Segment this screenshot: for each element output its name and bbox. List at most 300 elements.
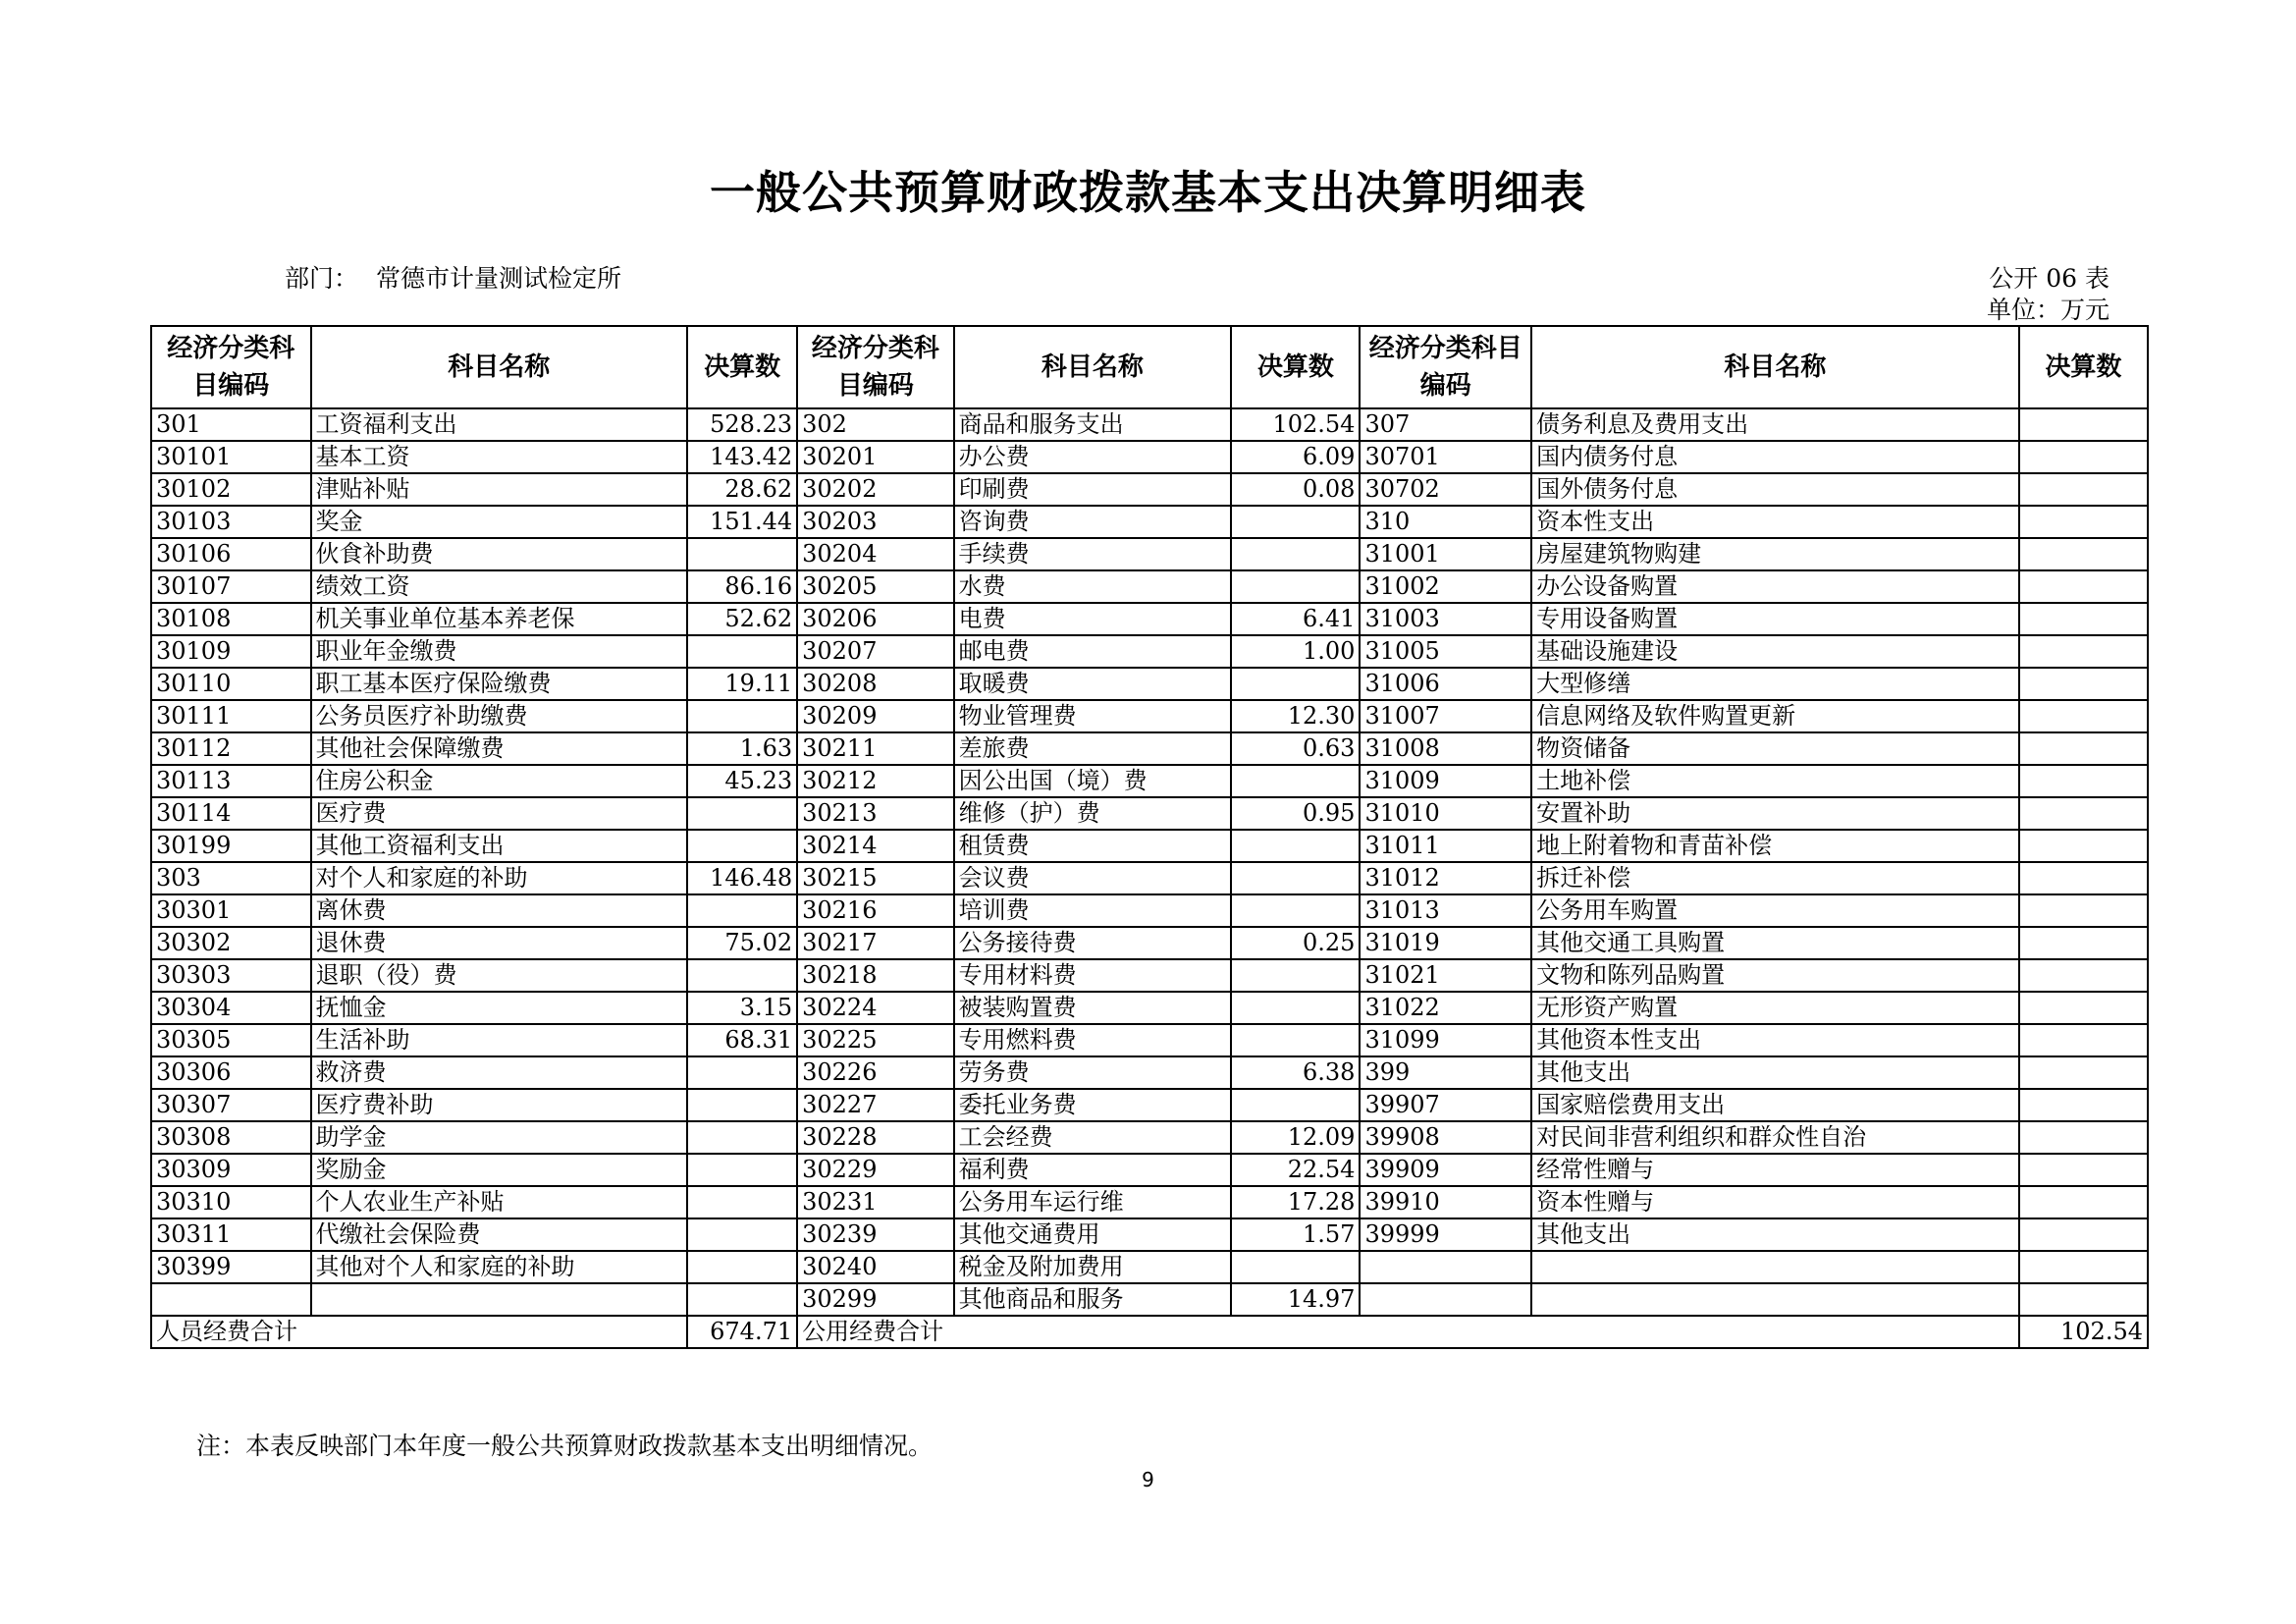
cell-code: 31006 bbox=[1360, 668, 1531, 700]
cell-name: 专用设备购置 bbox=[1531, 603, 2019, 635]
table-row bbox=[151, 959, 2148, 992]
table-row bbox=[151, 765, 2148, 797]
cell-name: 对个人和家庭的补助 bbox=[311, 862, 688, 894]
cell-code: 30209 bbox=[797, 700, 953, 732]
cell-code: 30309 bbox=[151, 1154, 311, 1186]
cell-code: 31009 bbox=[1360, 765, 1531, 797]
cell-code: 30206 bbox=[797, 603, 953, 635]
cell-amount bbox=[687, 538, 797, 570]
cell-name: 工会经费 bbox=[954, 1121, 1232, 1154]
cell-name: 会议费 bbox=[954, 862, 1232, 894]
cell-code: 30112 bbox=[151, 732, 311, 765]
table-row bbox=[151, 1283, 2148, 1316]
cell-amount: 6.38 bbox=[1231, 1056, 1360, 1089]
header-name-1: 科目名称 bbox=[311, 326, 688, 408]
cell-code: 301 bbox=[151, 408, 311, 441]
department-line bbox=[285, 259, 621, 295]
cell-name: 信息网络及软件购置更新 bbox=[1531, 700, 2019, 732]
cell-code bbox=[1360, 1251, 1531, 1283]
cell-name: 基本工资 bbox=[311, 441, 688, 473]
cell-amount bbox=[1231, 538, 1360, 570]
cell-amount: 0.63 bbox=[1231, 732, 1360, 765]
cell-code: 30307 bbox=[151, 1089, 311, 1121]
footnote: 注：本表反映部门本年度一般公共预算财政拨款基本支出明细情况。 bbox=[196, 1432, 934, 1460]
cell-name: 资本性支出 bbox=[1531, 506, 2019, 538]
cell-amount: 28.62 bbox=[687, 473, 797, 506]
table-row bbox=[151, 1251, 2148, 1283]
cell-name bbox=[311, 1283, 688, 1316]
cell-name: 公务接待费 bbox=[954, 927, 1232, 959]
cell-code: 30302 bbox=[151, 927, 311, 959]
cell-amount bbox=[687, 894, 797, 927]
cell-code: 31010 bbox=[1360, 797, 1531, 830]
table-row bbox=[151, 1121, 2148, 1154]
cell-name: 培训费 bbox=[954, 894, 1232, 927]
cell-code: 30701 bbox=[1360, 441, 1531, 473]
cell-amount: 6.09 bbox=[1231, 441, 1360, 473]
cell-name: 医疗费 bbox=[311, 797, 688, 830]
cell-amount bbox=[687, 700, 797, 732]
cell-name: 办公费 bbox=[954, 441, 1232, 473]
cell-code: 310 bbox=[1360, 506, 1531, 538]
cell-name: 物业管理费 bbox=[954, 700, 1232, 732]
cell-amount: 1.63 bbox=[687, 732, 797, 765]
cell-name: 奖金 bbox=[311, 506, 688, 538]
cell-name: 无形资产购置 bbox=[1531, 992, 2019, 1024]
cell-code: 30205 bbox=[797, 570, 953, 603]
cell-amount: 146.48 bbox=[687, 862, 797, 894]
personnel-total-label: 人员经费合计 bbox=[151, 1316, 687, 1348]
cell-amount bbox=[2019, 765, 2148, 797]
cell-amount bbox=[1231, 1089, 1360, 1121]
cell-name: 文物和陈列品购置 bbox=[1531, 959, 2019, 992]
cell-name: 取暖费 bbox=[954, 668, 1232, 700]
cell-name: 公务用车购置 bbox=[1531, 894, 2019, 927]
cell-code: 30203 bbox=[797, 506, 953, 538]
cell-name: 代缴社会保险费 bbox=[311, 1218, 688, 1251]
cell-code: 30228 bbox=[797, 1121, 953, 1154]
cell-amount bbox=[2019, 1251, 2148, 1283]
cell-amount: 52.62 bbox=[687, 603, 797, 635]
cell-name: 商品和服务支出 bbox=[954, 408, 1232, 441]
cell-amount bbox=[2019, 700, 2148, 732]
cell-amount bbox=[1231, 830, 1360, 862]
header-amount-3: 决算数 bbox=[2019, 326, 2148, 408]
cell-code: 31001 bbox=[1360, 538, 1531, 570]
cell-code: 303 bbox=[151, 862, 311, 894]
cell-code: 30213 bbox=[797, 797, 953, 830]
cell-amount: 0.95 bbox=[1231, 797, 1360, 830]
cell-code: 30110 bbox=[151, 668, 311, 700]
cell-name: 福利费 bbox=[954, 1154, 1232, 1186]
cell-name: 工资福利支出 bbox=[311, 408, 688, 441]
cell-name: 经常性赠与 bbox=[1531, 1154, 2019, 1186]
table-row bbox=[151, 408, 2148, 441]
cell-amount bbox=[2019, 1024, 2148, 1056]
cell-code: 307 bbox=[1360, 408, 1531, 441]
cell-amount bbox=[687, 1251, 797, 1283]
personnel-total-value: 674.71 bbox=[687, 1316, 797, 1348]
cell-code: 30215 bbox=[797, 862, 953, 894]
cell-amount: 102.54 bbox=[1231, 408, 1360, 441]
cell-amount bbox=[1231, 506, 1360, 538]
cell-code: 30218 bbox=[797, 959, 953, 992]
table-body bbox=[151, 408, 2148, 1316]
cell-amount bbox=[687, 1056, 797, 1089]
cell-code: 30225 bbox=[797, 1024, 953, 1056]
cell-amount: 19.11 bbox=[687, 668, 797, 700]
cell-amount bbox=[2019, 570, 2148, 603]
cell-amount: 0.25 bbox=[1231, 927, 1360, 959]
cell-amount bbox=[687, 959, 797, 992]
cell-amount bbox=[687, 1283, 797, 1316]
cell-amount: 151.44 bbox=[687, 506, 797, 538]
cell-code: 302 bbox=[797, 408, 953, 441]
cell-name: 公务员医疗补助缴费 bbox=[311, 700, 688, 732]
header-amount-2: 决算数 bbox=[1231, 326, 1360, 408]
cell-code: 30109 bbox=[151, 635, 311, 668]
cell-amount bbox=[2019, 1154, 2148, 1186]
cell-amount bbox=[2019, 603, 2148, 635]
cell-amount bbox=[687, 1218, 797, 1251]
cell-amount: 68.31 bbox=[687, 1024, 797, 1056]
cell-code: 30308 bbox=[151, 1121, 311, 1154]
table-row bbox=[151, 1154, 2148, 1186]
cell-name: 邮电费 bbox=[954, 635, 1232, 668]
cell-amount bbox=[687, 1186, 797, 1218]
cell-amount bbox=[2019, 441, 2148, 473]
cell-amount: 12.30 bbox=[1231, 700, 1360, 732]
cell-code: 399 bbox=[1360, 1056, 1531, 1089]
form-number: 公开 06 表 bbox=[1989, 264, 2109, 293]
cell-amount: 45.23 bbox=[687, 765, 797, 797]
cell-name: 咨询费 bbox=[954, 506, 1232, 538]
cell-name: 其他支出 bbox=[1531, 1218, 2019, 1251]
cell-name: 专用燃料费 bbox=[954, 1024, 1232, 1056]
cell-amount: 528.23 bbox=[687, 408, 797, 441]
cell-amount: 22.54 bbox=[1231, 1154, 1360, 1186]
cell-name: 退职（役）费 bbox=[311, 959, 688, 992]
table-row bbox=[151, 1056, 2148, 1089]
cell-name: 债务利息及费用支出 bbox=[1531, 408, 2019, 441]
table-row bbox=[151, 570, 2148, 603]
cell-amount bbox=[2019, 1283, 2148, 1316]
cell-amount: 12.09 bbox=[1231, 1121, 1360, 1154]
table-row bbox=[151, 506, 2148, 538]
cell-code: 30227 bbox=[797, 1089, 953, 1121]
cell-code: 31005 bbox=[1360, 635, 1531, 668]
cell-amount bbox=[687, 1154, 797, 1186]
cell-name: 差旅费 bbox=[954, 732, 1232, 765]
cell-code: 31019 bbox=[1360, 927, 1531, 959]
cell-amount bbox=[2019, 1089, 2148, 1121]
cell-amount: 1.57 bbox=[1231, 1218, 1360, 1251]
cell-code: 30240 bbox=[797, 1251, 953, 1283]
cell-name: 安置补助 bbox=[1531, 797, 2019, 830]
cell-name: 大型修缮 bbox=[1531, 668, 2019, 700]
cell-name: 办公设备购置 bbox=[1531, 570, 2019, 603]
cell-code: 30114 bbox=[151, 797, 311, 830]
expenditure-table bbox=[150, 325, 2149, 1349]
cell-amount: 0.08 bbox=[1231, 473, 1360, 506]
cell-code: 30305 bbox=[151, 1024, 311, 1056]
cell-name: 其他工资福利支出 bbox=[311, 830, 688, 862]
cell-amount bbox=[2019, 797, 2148, 830]
cell-code: 31021 bbox=[1360, 959, 1531, 992]
cell-name: 印刷费 bbox=[954, 473, 1232, 506]
cell-code: 31013 bbox=[1360, 894, 1531, 927]
table-row bbox=[151, 797, 2148, 830]
header-code-1: 经济分类科目编码 bbox=[151, 326, 311, 408]
cell-name: 委托业务费 bbox=[954, 1089, 1232, 1121]
cell-code: 30207 bbox=[797, 635, 953, 668]
table-row bbox=[151, 1218, 2148, 1251]
cell-code: 30224 bbox=[797, 992, 953, 1024]
cell-amount bbox=[2019, 668, 2148, 700]
cell-code: 31003 bbox=[1360, 603, 1531, 635]
cell-name: 拆迁补偿 bbox=[1531, 862, 2019, 894]
cell-code: 30111 bbox=[151, 700, 311, 732]
cell-name: 税金及附加费用 bbox=[954, 1251, 1232, 1283]
cell-name: 专用材料费 bbox=[954, 959, 1232, 992]
cell-name bbox=[1531, 1283, 2019, 1316]
cell-amount bbox=[687, 1089, 797, 1121]
cell-name: 救济费 bbox=[311, 1056, 688, 1089]
cell-name: 国内债务付息 bbox=[1531, 441, 2019, 473]
cell-code: 30101 bbox=[151, 441, 311, 473]
header-code-3: 经济分类科目编码 bbox=[1360, 326, 1531, 408]
cell-name: 伙食补助费 bbox=[311, 538, 688, 570]
cell-amount bbox=[1231, 570, 1360, 603]
cell-name: 住房公积金 bbox=[311, 765, 688, 797]
public-total-value: 102.54 bbox=[2019, 1316, 2148, 1348]
cell-name: 其他交通工具购置 bbox=[1531, 927, 2019, 959]
cell-amount: 143.42 bbox=[687, 441, 797, 473]
cell-name: 助学金 bbox=[311, 1121, 688, 1154]
cell-amount bbox=[1231, 1251, 1360, 1283]
cell-code: 39909 bbox=[1360, 1154, 1531, 1186]
cell-amount bbox=[2019, 830, 2148, 862]
cell-name: 土地补偿 bbox=[1531, 765, 2019, 797]
cell-code: 31007 bbox=[1360, 700, 1531, 732]
page-title: 一般公共预算财政拨款基本支出决算明细表 bbox=[710, 166, 1586, 219]
cell-name: 维修（护）费 bbox=[954, 797, 1232, 830]
cell-name: 退休费 bbox=[311, 927, 688, 959]
cell-name: 其他交通费用 bbox=[954, 1218, 1232, 1251]
cell-code: 30108 bbox=[151, 603, 311, 635]
department-name: 常德市计量测试检定所 bbox=[376, 264, 622, 293]
cell-amount bbox=[2019, 1056, 2148, 1089]
cell-code: 30226 bbox=[797, 1056, 953, 1089]
cell-name: 手续费 bbox=[954, 538, 1232, 570]
cell-amount bbox=[2019, 1186, 2148, 1218]
cell-code: 31022 bbox=[1360, 992, 1531, 1024]
cell-amount bbox=[2019, 1218, 2148, 1251]
cell-code: 30202 bbox=[797, 473, 953, 506]
cell-code: 31002 bbox=[1360, 570, 1531, 603]
cell-name: 其他商品和服务 bbox=[954, 1283, 1232, 1316]
table-row bbox=[151, 668, 2148, 700]
cell-code: 30310 bbox=[151, 1186, 311, 1218]
table-row bbox=[151, 1089, 2148, 1121]
cell-name: 公务用车运行维 bbox=[954, 1186, 1232, 1218]
cell-code: 30229 bbox=[797, 1154, 953, 1186]
cell-code: 30304 bbox=[151, 992, 311, 1024]
cell-amount: 86.16 bbox=[687, 570, 797, 603]
cell-amount bbox=[687, 830, 797, 862]
cell-code: 30299 bbox=[797, 1283, 953, 1316]
cell-code: 30231 bbox=[797, 1186, 953, 1218]
department-label: 部门： bbox=[285, 264, 359, 293]
cell-name: 医疗费补助 bbox=[311, 1089, 688, 1121]
totals-row bbox=[151, 1316, 2148, 1348]
cell-amount: 75.02 bbox=[687, 927, 797, 959]
cell-amount bbox=[2019, 927, 2148, 959]
cell-name: 奖励金 bbox=[311, 1154, 688, 1186]
cell-code bbox=[151, 1283, 311, 1316]
cell-amount bbox=[687, 797, 797, 830]
cell-code: 30211 bbox=[797, 732, 953, 765]
cell-code: 30239 bbox=[797, 1218, 953, 1251]
cell-amount bbox=[2019, 992, 2148, 1024]
table-row bbox=[151, 862, 2148, 894]
cell-name: 房屋建筑物购建 bbox=[1531, 538, 2019, 570]
cell-amount bbox=[1231, 765, 1360, 797]
cell-amount: 1.00 bbox=[1231, 635, 1360, 668]
cell-name: 其他社会保障缴费 bbox=[311, 732, 688, 765]
cell-name: 个人农业生产补贴 bbox=[311, 1186, 688, 1218]
cell-amount: 3.15 bbox=[687, 992, 797, 1024]
cell-code: 30303 bbox=[151, 959, 311, 992]
table-row bbox=[151, 635, 2148, 668]
cell-amount bbox=[1231, 992, 1360, 1024]
cell-code: 30102 bbox=[151, 473, 311, 506]
cell-code: 30702 bbox=[1360, 473, 1531, 506]
cell-name: 津贴补贴 bbox=[311, 473, 688, 506]
cell-amount bbox=[1231, 959, 1360, 992]
cell-code: 30217 bbox=[797, 927, 953, 959]
cell-code: 30399 bbox=[151, 1251, 311, 1283]
public-total-label: 公用经费合计 bbox=[797, 1316, 2019, 1348]
cell-code: 30212 bbox=[797, 765, 953, 797]
cell-code: 30106 bbox=[151, 538, 311, 570]
cell-name: 抚恤金 bbox=[311, 992, 688, 1024]
cell-name: 国外债务付息 bbox=[1531, 473, 2019, 506]
cell-code: 30306 bbox=[151, 1056, 311, 1089]
header-row bbox=[151, 326, 2148, 408]
header-name-3: 科目名称 bbox=[1531, 326, 2019, 408]
cell-amount bbox=[2019, 635, 2148, 668]
cell-code: 30107 bbox=[151, 570, 311, 603]
cell-amount bbox=[2019, 862, 2148, 894]
header-code-2: 经济分类科目编码 bbox=[797, 326, 953, 408]
cell-name: 离休费 bbox=[311, 894, 688, 927]
cell-code: 30311 bbox=[151, 1218, 311, 1251]
cell-amount bbox=[2019, 506, 2148, 538]
cell-amount bbox=[2019, 408, 2148, 441]
cell-name: 租赁费 bbox=[954, 830, 1232, 862]
cell-amount bbox=[1231, 668, 1360, 700]
cell-name: 电费 bbox=[954, 603, 1232, 635]
cell-code: 30103 bbox=[151, 506, 311, 538]
cell-code: 30204 bbox=[797, 538, 953, 570]
cell-code: 31099 bbox=[1360, 1024, 1531, 1056]
table-row bbox=[151, 992, 2148, 1024]
header-amount-1: 决算数 bbox=[687, 326, 797, 408]
header-name-2: 科目名称 bbox=[954, 326, 1232, 408]
cell-amount bbox=[2019, 1121, 2148, 1154]
cell-name: 被装购置费 bbox=[954, 992, 1232, 1024]
cell-code: 30208 bbox=[797, 668, 953, 700]
cell-name: 其他对个人和家庭的补助 bbox=[311, 1251, 688, 1283]
cell-amount bbox=[1231, 894, 1360, 927]
cell-amount bbox=[2019, 538, 2148, 570]
cell-code: 39908 bbox=[1360, 1121, 1531, 1154]
cell-name: 水费 bbox=[954, 570, 1232, 603]
cell-name: 对民间非营利组织和群众性自治 bbox=[1531, 1121, 2019, 1154]
cell-name: 劳务费 bbox=[954, 1056, 1232, 1089]
cell-code: 30199 bbox=[151, 830, 311, 862]
cell-name: 国家赔偿费用支出 bbox=[1531, 1089, 2019, 1121]
cell-name: 职工基本医疗保险缴费 bbox=[311, 668, 688, 700]
cell-name: 生活补助 bbox=[311, 1024, 688, 1056]
cell-code: 31008 bbox=[1360, 732, 1531, 765]
cell-name: 物资储备 bbox=[1531, 732, 2019, 765]
cell-name: 地上附着物和青苗补偿 bbox=[1531, 830, 2019, 862]
cell-amount: 6.41 bbox=[1231, 603, 1360, 635]
cell-amount bbox=[1231, 1024, 1360, 1056]
cell-amount bbox=[2019, 473, 2148, 506]
table-row bbox=[151, 732, 2148, 765]
cell-code: 30113 bbox=[151, 765, 311, 797]
table-row bbox=[151, 830, 2148, 862]
cell-amount bbox=[2019, 732, 2148, 765]
cell-amount bbox=[687, 635, 797, 668]
table-row bbox=[151, 473, 2148, 506]
table-row bbox=[151, 441, 2148, 473]
cell-name: 资本性赠与 bbox=[1531, 1186, 2019, 1218]
cell-code: 31011 bbox=[1360, 830, 1531, 862]
cell-name: 机关事业单位基本养老保 bbox=[311, 603, 688, 635]
cell-name: 绩效工资 bbox=[311, 570, 688, 603]
table-row bbox=[151, 603, 2148, 635]
cell-code: 30301 bbox=[151, 894, 311, 927]
cell-name: 其他资本性支出 bbox=[1531, 1024, 2019, 1056]
cell-code: 30216 bbox=[797, 894, 953, 927]
table-row bbox=[151, 1186, 2148, 1218]
cell-amount: 14.97 bbox=[1231, 1283, 1360, 1316]
cell-amount bbox=[1231, 862, 1360, 894]
cell-code: 39999 bbox=[1360, 1218, 1531, 1251]
cell-amount bbox=[687, 1121, 797, 1154]
cell-name: 职业年金缴费 bbox=[311, 635, 688, 668]
cell-code: 39907 bbox=[1360, 1089, 1531, 1121]
cell-name: 基础设施建设 bbox=[1531, 635, 2019, 668]
cell-name: 其他支出 bbox=[1531, 1056, 2019, 1089]
cell-name: 因公出国（境）费 bbox=[954, 765, 1232, 797]
cell-code: 39910 bbox=[1360, 1186, 1531, 1218]
table-row bbox=[151, 894, 2148, 927]
cell-amount: 17.28 bbox=[1231, 1186, 1360, 1218]
unit-label: 单位：万元 bbox=[1986, 296, 2109, 324]
table-row bbox=[151, 538, 2148, 570]
table-row bbox=[151, 700, 2148, 732]
table-row bbox=[151, 1024, 2148, 1056]
cell-amount bbox=[2019, 894, 2148, 927]
cell-code: 30201 bbox=[797, 441, 953, 473]
page-number: 9 bbox=[1142, 1468, 1154, 1491]
table-row bbox=[151, 927, 2148, 959]
